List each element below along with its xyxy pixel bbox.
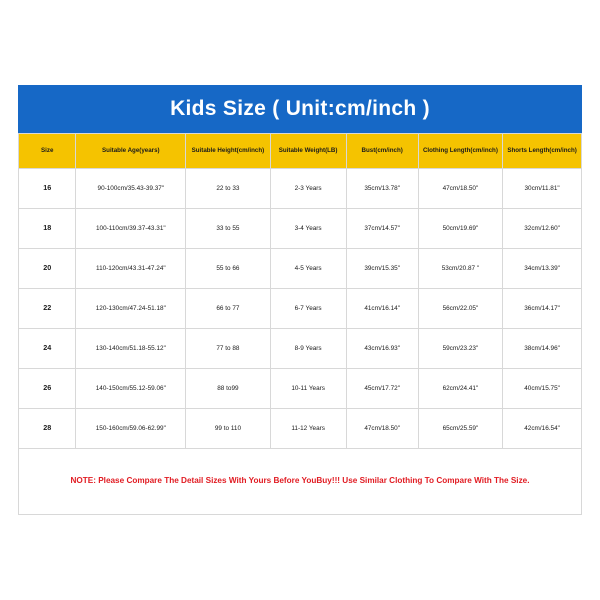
cell-bust: 39cm/15.35" xyxy=(346,249,418,289)
cell-height: 22 to 33 xyxy=(186,169,270,209)
column-header-size: Size xyxy=(19,134,76,169)
cell-clothing-length: 65cm/25.59" xyxy=(418,409,502,449)
cell-clothing-length: 62cm/24.41" xyxy=(418,369,502,409)
cell-height: 77 to 88 xyxy=(186,329,270,369)
cell-age: 130-140cm/51.18-55.12" xyxy=(76,329,186,369)
cell-weight: 2-3 Years xyxy=(270,169,346,209)
cell-bust: 45cm/17.72" xyxy=(346,369,418,409)
cell-bust: 41cm/16.14" xyxy=(346,289,418,329)
cell-size: 26 xyxy=(19,369,76,409)
cell-shorts-length: 34cm/13.39" xyxy=(503,249,582,289)
chart-title-bar xyxy=(18,85,582,133)
cell-shorts-length: 36cm/14.17" xyxy=(503,289,582,329)
column-header-shorts-length: Shorts Length(cm/inch) xyxy=(503,134,582,169)
cell-weight: 6-7 Years xyxy=(270,289,346,329)
table-row xyxy=(19,369,582,409)
cell-shorts-length: 40cm/15.75" xyxy=(503,369,582,409)
table-row xyxy=(19,289,582,329)
cell-size: 28 xyxy=(19,409,76,449)
cell-size: 16 xyxy=(19,169,76,209)
cell-clothing-length: 56cm/22.05" xyxy=(418,289,502,329)
cell-bust: 37cm/14.57" xyxy=(346,209,418,249)
cell-shorts-length: 32cm/12.60" xyxy=(503,209,582,249)
cell-weight: 11-12 Years xyxy=(270,409,346,449)
table-header xyxy=(19,134,582,169)
cell-weight: 3-4 Years xyxy=(270,209,346,249)
cell-age: 150-160cm/59.06-62.99" xyxy=(76,409,186,449)
cell-height: 33 to 55 xyxy=(186,209,270,249)
cell-age: 90-100cm/35.43-39.37" xyxy=(76,169,186,209)
cell-weight: 10-11 Years xyxy=(270,369,346,409)
note-text: NOTE: Please Compare The Detail Sizes With Yours Before YouBuy!!! Use Similar Clothing To Compare With The Size. xyxy=(70,476,530,486)
cell-clothing-length: 59cm/23.23" xyxy=(418,329,502,369)
size-table xyxy=(18,133,582,449)
table-body xyxy=(19,169,582,449)
cell-clothing-length: 47cm/18.50" xyxy=(418,169,502,209)
cell-size: 20 xyxy=(19,249,76,289)
column-header-height: Suitable Height(cm/inch) xyxy=(186,134,270,169)
cell-weight: 4-5 Years xyxy=(270,249,346,289)
table-row xyxy=(19,169,582,209)
column-header-clothing-length: Clothing Length(cm/inch) xyxy=(418,134,502,169)
cell-size: 24 xyxy=(19,329,76,369)
cell-clothing-length: 53cm/20.87 " xyxy=(418,249,502,289)
size-chart-card xyxy=(18,85,582,515)
page-title: Kids Size ( Unit:cm/inch ) xyxy=(170,97,430,120)
cell-height: 88 to99 xyxy=(186,369,270,409)
cell-age: 110-120cm/43.31-47.24" xyxy=(76,249,186,289)
cell-bust: 35cm/13.78" xyxy=(346,169,418,209)
table-row xyxy=(19,329,582,369)
column-header-age: Suitable Age(years) xyxy=(76,134,186,169)
cell-bust: 47cm/18.50" xyxy=(346,409,418,449)
cell-height: 55 to 66 xyxy=(186,249,270,289)
column-header-bust: Bust(cm/inch) xyxy=(346,134,418,169)
column-header-weight: Suitable Weight(LB) xyxy=(270,134,346,169)
cell-weight: 8-9 Years xyxy=(270,329,346,369)
cell-shorts-length: 38cm/14.96" xyxy=(503,329,582,369)
table-header-row xyxy=(19,134,582,169)
table-row xyxy=(19,409,582,449)
cell-clothing-length: 50cm/19.69" xyxy=(418,209,502,249)
cell-size: 18 xyxy=(19,209,76,249)
cell-bust: 43cm/16.93" xyxy=(346,329,418,369)
table-row xyxy=(19,249,582,289)
note-bar xyxy=(18,449,582,515)
cell-height: 66 to 77 xyxy=(186,289,270,329)
cell-age: 140-150cm/55.12-59.06" xyxy=(76,369,186,409)
cell-height: 99 to 110 xyxy=(186,409,270,449)
cell-size: 22 xyxy=(19,289,76,329)
table-row xyxy=(19,209,582,249)
cell-shorts-length: 42cm/16.54" xyxy=(503,409,582,449)
cell-age: 100-110cm/39.37-43.31" xyxy=(76,209,186,249)
cell-shorts-length: 30cm/11.81" xyxy=(503,169,582,209)
cell-age: 120-130cm/47.24-51.18" xyxy=(76,289,186,329)
